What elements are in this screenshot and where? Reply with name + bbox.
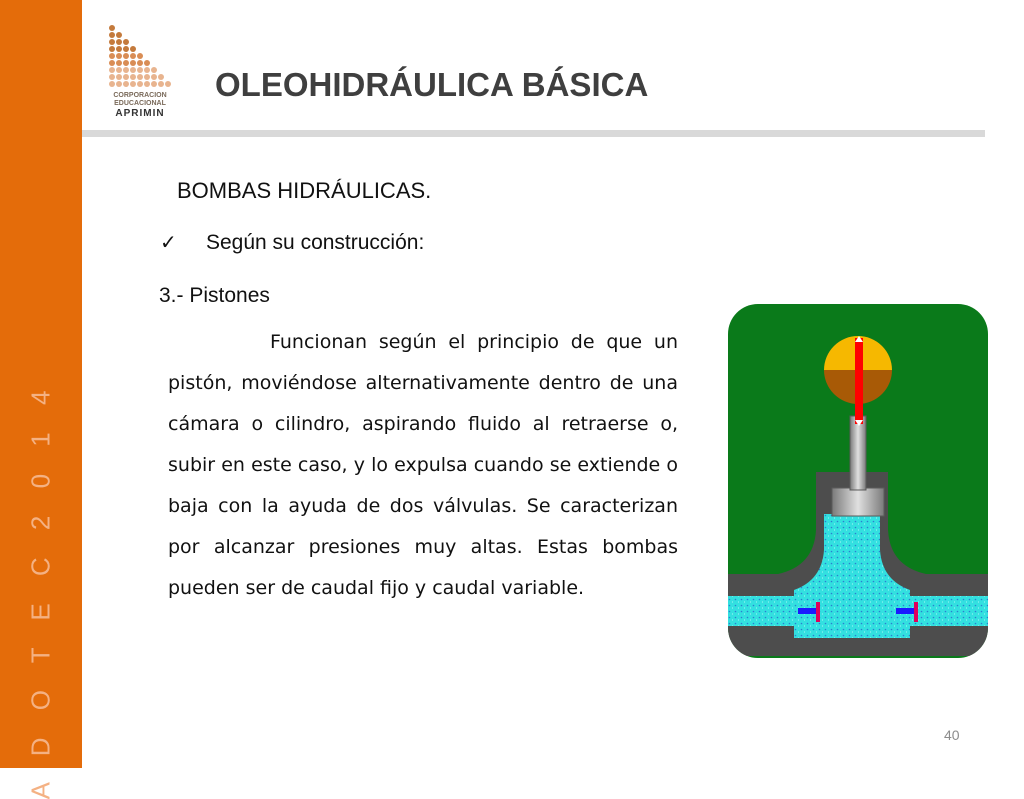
bullet-item bbox=[160, 230, 424, 255]
inlet-valve-disc bbox=[816, 602, 820, 622]
piston-head bbox=[832, 488, 884, 516]
bullet-text: Según su construcción: bbox=[206, 230, 425, 254]
outlet-valve-stem bbox=[896, 608, 914, 614]
piston-rod bbox=[850, 416, 866, 490]
slide-subtitle: BOMBAS HIDRÁULICAS. bbox=[177, 178, 432, 203]
logo-line-3: APRIMIN bbox=[115, 108, 165, 119]
checkmark-icon: ✓ bbox=[160, 232, 177, 254]
sidebar bbox=[0, 0, 82, 799]
company-logo bbox=[106, 22, 174, 120]
logo-dots-icon bbox=[106, 22, 174, 92]
page-title: OLEOHIDRÁULICA BÁSICA bbox=[215, 66, 649, 103]
outlet-valve-disc bbox=[914, 602, 918, 622]
outlet-channel bbox=[908, 596, 988, 626]
red-rod bbox=[855, 338, 863, 424]
title-divider bbox=[82, 130, 985, 137]
logo-line-1: CORPORACION bbox=[113, 92, 167, 99]
page-number: 40 bbox=[944, 727, 960, 743]
body-paragraph: Funcionan según el principio de que un pistón, moviéndose alternativamente dentro de una cámara o cilindro, aspirando fluido al retraerse o, subir en este caso, y lo expulsa cuando se extiende o baja con la ayuda de dos válvulas. Se caracterizan por alcanzar presiones muy altas. Estas bombas pueden ser de caudal fijo y caudal variable. bbox=[168, 331, 678, 599]
sidebar-brand-text: A D O T E C 2 0 1 4 bbox=[25, 380, 56, 799]
logo-line-2: EDUCACIONAL bbox=[114, 100, 166, 107]
piston-pump-diagram bbox=[728, 304, 988, 658]
section-heading: 3.- Pistones bbox=[159, 284, 270, 307]
inlet-valve-stem bbox=[798, 608, 816, 614]
